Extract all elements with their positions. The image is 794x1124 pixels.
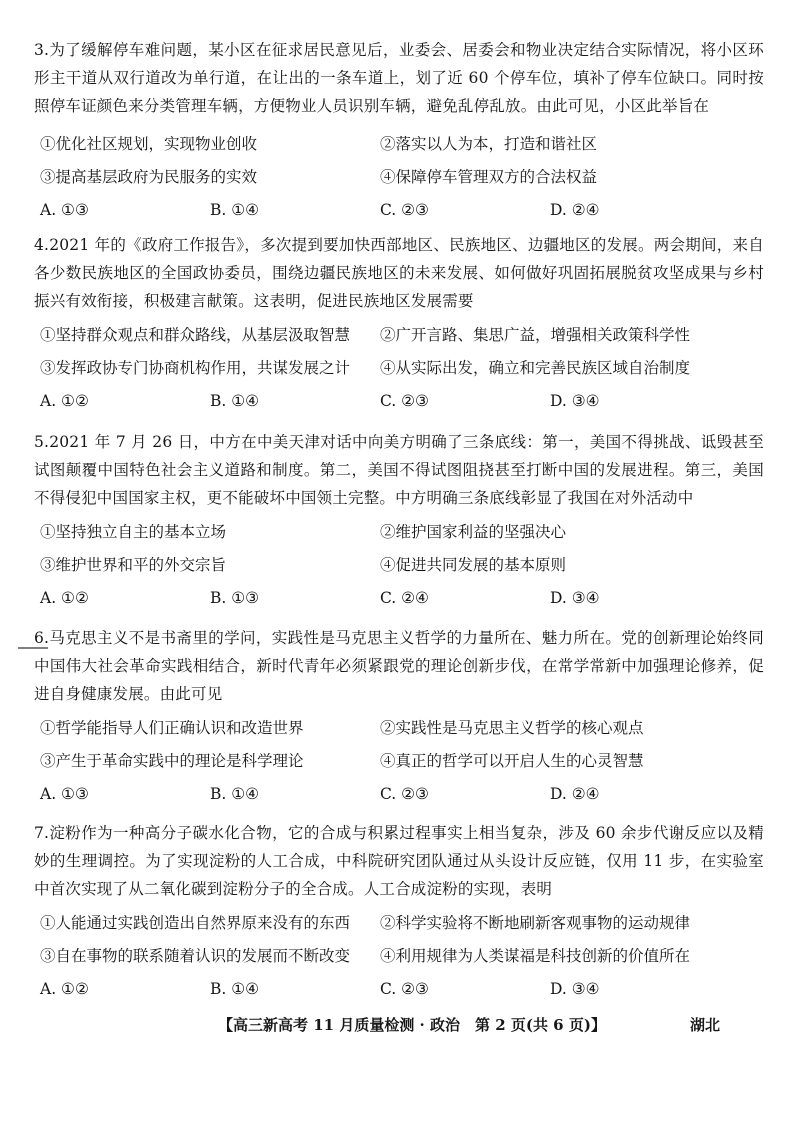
question-6	[34, 624, 764, 811]
options-row-1	[34, 128, 764, 161]
answer-d: D. ②④	[550, 201, 600, 219]
option-1: ①优化社区规划，实现物业创收	[40, 135, 258, 153]
option-2: ②广开言路、集思广益，增强相关政策科学性	[380, 326, 691, 344]
option-4: ④从实际出发，确立和完善民族区域自治制度	[380, 359, 691, 377]
answer-choices	[34, 194, 764, 227]
option-3: ③提高基层政府为民服务的实效	[40, 168, 258, 186]
options-row-1	[34, 712, 764, 745]
answer-d: D. ③④	[550, 392, 600, 410]
question-5	[34, 428, 764, 615]
question-7	[34, 819, 764, 1006]
answer-c: C. ②③	[380, 392, 429, 410]
option-3: ③发挥政协专门协商机构作用，共谋发展之计	[40, 359, 351, 377]
option-1: ①哲学能指导人们正确认识和改造世界	[40, 719, 304, 737]
option-4: ④保障停车管理双方的合法权益	[380, 168, 598, 186]
answer-c: C. ②③	[380, 980, 429, 998]
answer-b: B. ①④	[210, 980, 260, 998]
question-stem: 7.淀粉作为一种高分子碳水化合物，它的合成与积累过程事实上相当复杂，涉及 60 余步代谢反应以及精妙的生理调控。为了实现淀粉的人工合成，中科院研究团队通过从头设计反应链，仅用 11 步，在实验室中首次实现了从二氧化碳到淀粉分子的全合成。人工合成淀粉的实现，表明	[34, 824, 764, 898]
answer-a: A. ①③	[40, 785, 89, 803]
footer-region: 湖北	[690, 1016, 721, 1034]
options-row-1	[34, 319, 764, 352]
options-row-2	[34, 352, 764, 385]
answer-d: D. ②④	[550, 785, 600, 803]
option-1: ①坚持独立自主的基本立场	[40, 523, 227, 541]
answer-choices	[34, 385, 764, 418]
options-row-2	[34, 745, 764, 778]
option-2: ②实践性是马克思主义哲学的核心观点	[380, 719, 644, 737]
question-4	[34, 231, 764, 418]
question-stem: 4.2021 年的《政府工作报告》，多次提到要加快西部地区、民族地区、边疆地区的发展。两会期间，来自各少数民族地区的全国政协委员，围绕边疆民族地区的未来发展、如何做好巩固拓展脱贫攻坚成果与乡村振兴有效衔接，积极建言献策。这表明，促进民族地区发展需要	[34, 236, 764, 310]
answer-a: A. ①②	[40, 980, 89, 998]
answer-c: C. ②④	[380, 589, 429, 607]
answer-choices	[34, 778, 764, 811]
option-3: ③产生于革命实践中的理论是科学理论	[40, 752, 304, 770]
options-row-2	[34, 549, 764, 582]
answer-d: D. ③④	[550, 980, 600, 998]
option-2: ②科学实验将不断地刷新客观事物的运动规律	[380, 914, 691, 932]
question-3	[34, 36, 764, 227]
answer-c: C. ②③	[380, 785, 429, 803]
answer-a: A. ①③	[40, 201, 89, 219]
answer-a: A. ①②	[40, 392, 89, 410]
options-row-2	[34, 940, 764, 973]
footer-title: 【高三新高考 11 月质量检测 · 政治 第 2 页(共 6 页)】	[218, 1016, 606, 1034]
option-2: ②维护国家利益的坚强决心	[380, 523, 567, 541]
options-row-2	[34, 161, 764, 194]
question-stem: 3.为了缓解停车难问题，某小区在征求居民意见后，业委会、居委会和物业决定结合实际情况，将小区环形主干道从双行道改为单行道，在让出的一条车道上，划了近 60 个停车位，填补了停车位缺口。同时按照停车证颜色来分类管理车辆，方便物业人员识别车辆，避免乱停乱放。由此可见，小区此举旨在	[34, 41, 764, 115]
option-4: ④真正的哲学可以开启人生的心灵智慧	[380, 752, 644, 770]
answer-b: B. ①④	[210, 201, 260, 219]
answer-d: D. ③④	[550, 589, 600, 607]
answer-choices	[34, 582, 764, 615]
option-3: ③自在事物的联系随着认识的发展而不断改变	[40, 947, 351, 965]
option-4: ④促进共同发展的基本原则	[380, 556, 567, 574]
answer-b: B. ①④	[210, 392, 260, 410]
answer-b: B. ①③	[210, 589, 260, 607]
option-1: ①坚持群众观点和群众路线，从基层汲取智慧	[40, 326, 351, 344]
question-stem: 6.马克思主义不是书斋里的学问，实践性是马克思主义哲学的力量所在、魅力所在。党的创新理论始终同中国伟大社会革命实践相结合，新时代青年必须紧跟党的理论创新步伐，在常学常新中加强理论修养，促进自身健康发展。由此可见	[34, 629, 764, 703]
answer-c: C. ②③	[380, 201, 429, 219]
question-stem: 5.2021 年 7 月 26 日，中方在中美天津对话中向美方明确了三条底线：第一，美国不得挑战、诋毁甚至试图颠覆中国特色社会主义道路和制度。第二，美国不得试图阻挠甚至打断中国的发展进程。第三，美国不得侵犯中国国家主权，更不能破坏中国领土完整。中方明确三条底线彰显了我国在对外活动中	[34, 433, 764, 507]
option-2: ②落实以人为本，打造和谐社区	[380, 135, 598, 153]
option-4: ④利用规律为人类谋福是科技创新的价值所在	[380, 947, 691, 965]
answer-choices	[34, 973, 764, 1006]
option-3: ③维护世界和平的外交宗旨	[40, 556, 227, 574]
answer-b: B. ①④	[210, 785, 260, 803]
options-row-1	[34, 516, 764, 549]
answer-a: A. ①②	[40, 589, 89, 607]
option-1: ①人能通过实践创造出自然界原来没有的东西	[40, 914, 351, 932]
page-footer	[0, 1014, 794, 1044]
options-row-1	[34, 907, 764, 940]
